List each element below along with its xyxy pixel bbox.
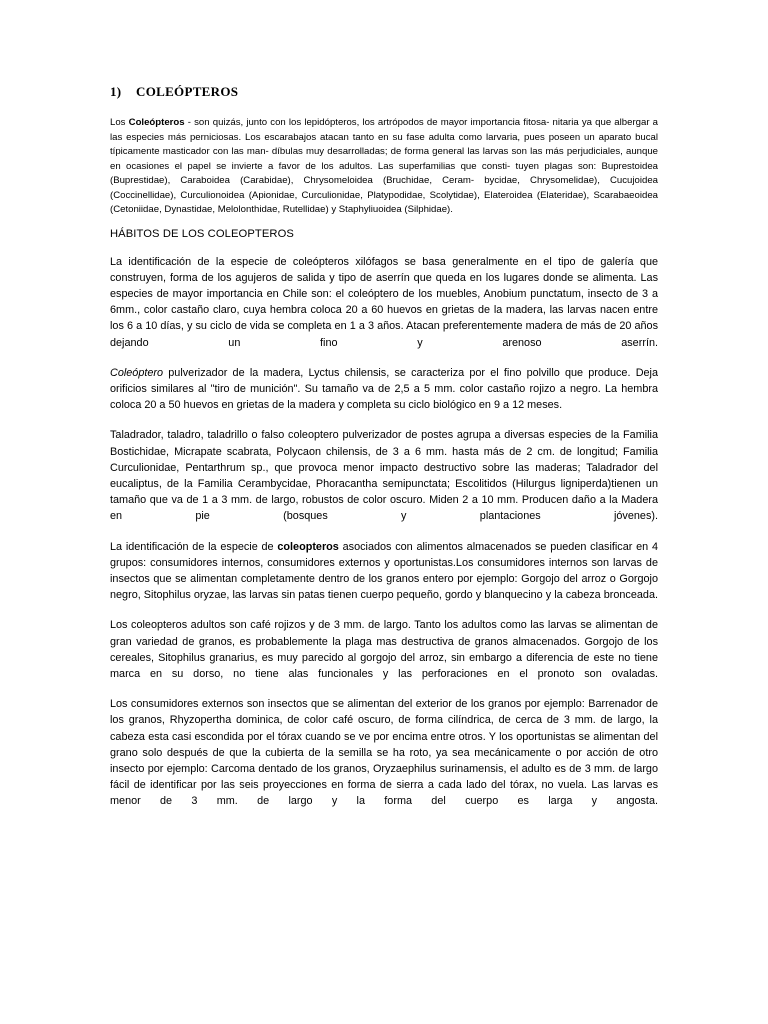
paragraph-alimentos-bold: coleopteros [277, 540, 339, 553]
intro-paragraph [110, 116, 658, 218]
section-title: HÁBITOS DE LOS COLEOPTEROS [110, 227, 294, 240]
paragraph-adultos: Los coleopteros adultos son café rojizos y de 3 mm. de largo. Tanto los adultos como las larvas se alimentan de gran variedad de granos, es probablemente la plaga mas destructiva de granos almacenados. Gorgojo de los cereales, Sitophilus granarius, es muy parecido al gorgojo del arroz, sin embargo a diferencia de este no tiene marca en su dorso, no tiene alas funcionales y las perforaciones en el pronoto son ovaladas. [110, 619, 658, 680]
heading-title: COLEÓPTEROS [136, 84, 239, 99]
paragraph-anobium: La identificación de la especie de coleópteros xilófagos se basa generalmente en el tipo de galería que construyen, forma de los agujeros de salida y tipo de aserrín que queda en los lugares donde se alimenta. Las especies de mayor importancia en Chile son: el coleóptero de los muebles, Anobium punctatum, insecto de 3 a 6mm., color castaño claro, cuya hembra coloca 20 a 60 huevos en grietas de la madera, las larvas nacen entre los 6 a 10 días, y su ciclo de vida se completa en 1 a 3 años. Atacan preferentemente madera de más de 20 años dejando un fino y arenoso aserrín. [110, 255, 658, 349]
page-heading [110, 84, 658, 100]
paragraph-taladrador: Taladrador, taladro, taladrillo o falso coleoptero pulverizador de postes agrupa a diversas especies de la Familia Bostichidae, Micrapate scabrata, Polycaon chilensis, de 3 a 6 mm. hasta más de 2 cm. de longitud; Familia Curculionidae, Pentarthrum sp., que provoca menor impacto destructivo sobre las maderas; Taladrador del eucaliptus, de la Familia Cerambycidae, Phoracantha semipunctata; Escolitidos (Hilurgus ligniperda)tienen un tamaño que va de 1 a 3 mm. de largo, robustos de color oscuro. Miden 2 a 10 mm. Producen daño a la Madera en pie (bosques y plantaciones jóvenes). [110, 429, 658, 523]
heading-number: 1) [110, 84, 122, 99]
intro-text: - son quizás, junto con los lepidópteros, los artrópodos de mayor importancia fitosa- nitaria ya que albergar a las especies más perniciosas. Los escarabajos atacan tanto en su fase adulta como larvaria, pues poseen un aparato bucal típicamente masticador con las man- díbulas muy desarrolladas; de forma general las larvas son las más perjudiciales, aunque en ocasiones el papel se invierte a favor de los adultos. Las superfamilias que consti- tuyen plagas son: Buprestoidea (Buprestidae), Caraboidea (Carabidae), Chrysomeloidea (Bruchidae, Ceram- bycidae, Chrysomelidae), Cucujoidea (Coccinellidae), Curculionoidea (Apionidae, Curculionidae, Platypodidae, Scolytidae), Elateroidea (Elateridae), Scarabaeoidea (Cetoniidae, Dynastidae, Melolonthidae, Rutellidae) y Staphyliuoidea (Silphidae). [110, 117, 659, 215]
paragraph-externos: Los consumidores externos son insectos que se alimentan del exterior de los granos por ejemplo: Barrenador de los granos, Rhyzopertha dominica, de color café oscuro, de forma cilíndrica, de cerca de 3 mm. de largo, la cabeza esta casi escondida por el tórax cuando se ve por encima entre otros. Y los oportunistas se alimentan del grano solo después de que la cubierta de la semilla se ha roto, ya sea mecánicamente o por acción de otro insecto por ejemplo: Carcoma dentado de los granos, Oryzaephilus surinamensis, el adulto es de 3 mm. de largo fácil de identificar por las seis proyecciones en forma de sierra a cada lado del tórax, no vuela. Las larvas es menor de 3 mm. de largo y la forma del cuerpo es larga y angosta. [110, 698, 658, 808]
paragraph-alimentos-text: asociados con alimentos almacenados se pueden clasificar en 4 grupos: consumidores internos, consumidores externos y oportunistas.Los consumidores internos son larvas de insectos que se alimentan completamente dentro de los granos entero por ejemplo: Gorgojo del arroz o Gorgojo negro, Sitophilus oryzae, las larvas sin patas tienen cuerpo pequeño, gordo y blanquecino y la cabeza bronceada. [110, 540, 658, 602]
paragraph-lyctus [110, 365, 658, 414]
intro-term: Coleópteros [128, 117, 185, 128]
paragraph-alimentos-lead: La identificación de la especie de [110, 540, 278, 553]
paragraph-alimentos [110, 539, 658, 604]
intro-lead: Los [110, 117, 129, 128]
paragraph-lyctus-italic: Coleóptero [110, 366, 164, 379]
paragraph-lyctus-text: pulverizador de la madera, Lyctus chilensis, se caracteriza por el fino polvillo que produce. Deja orificios similares al "tiro de munición". Su tamaño va de 2,5 a 5 mm. color castaño rojizo a negro. La hembra coloca 20 a 50 huevos en grietas de la madera y completa su ciclo biológico en 9 a 12 meses. [110, 366, 658, 412]
